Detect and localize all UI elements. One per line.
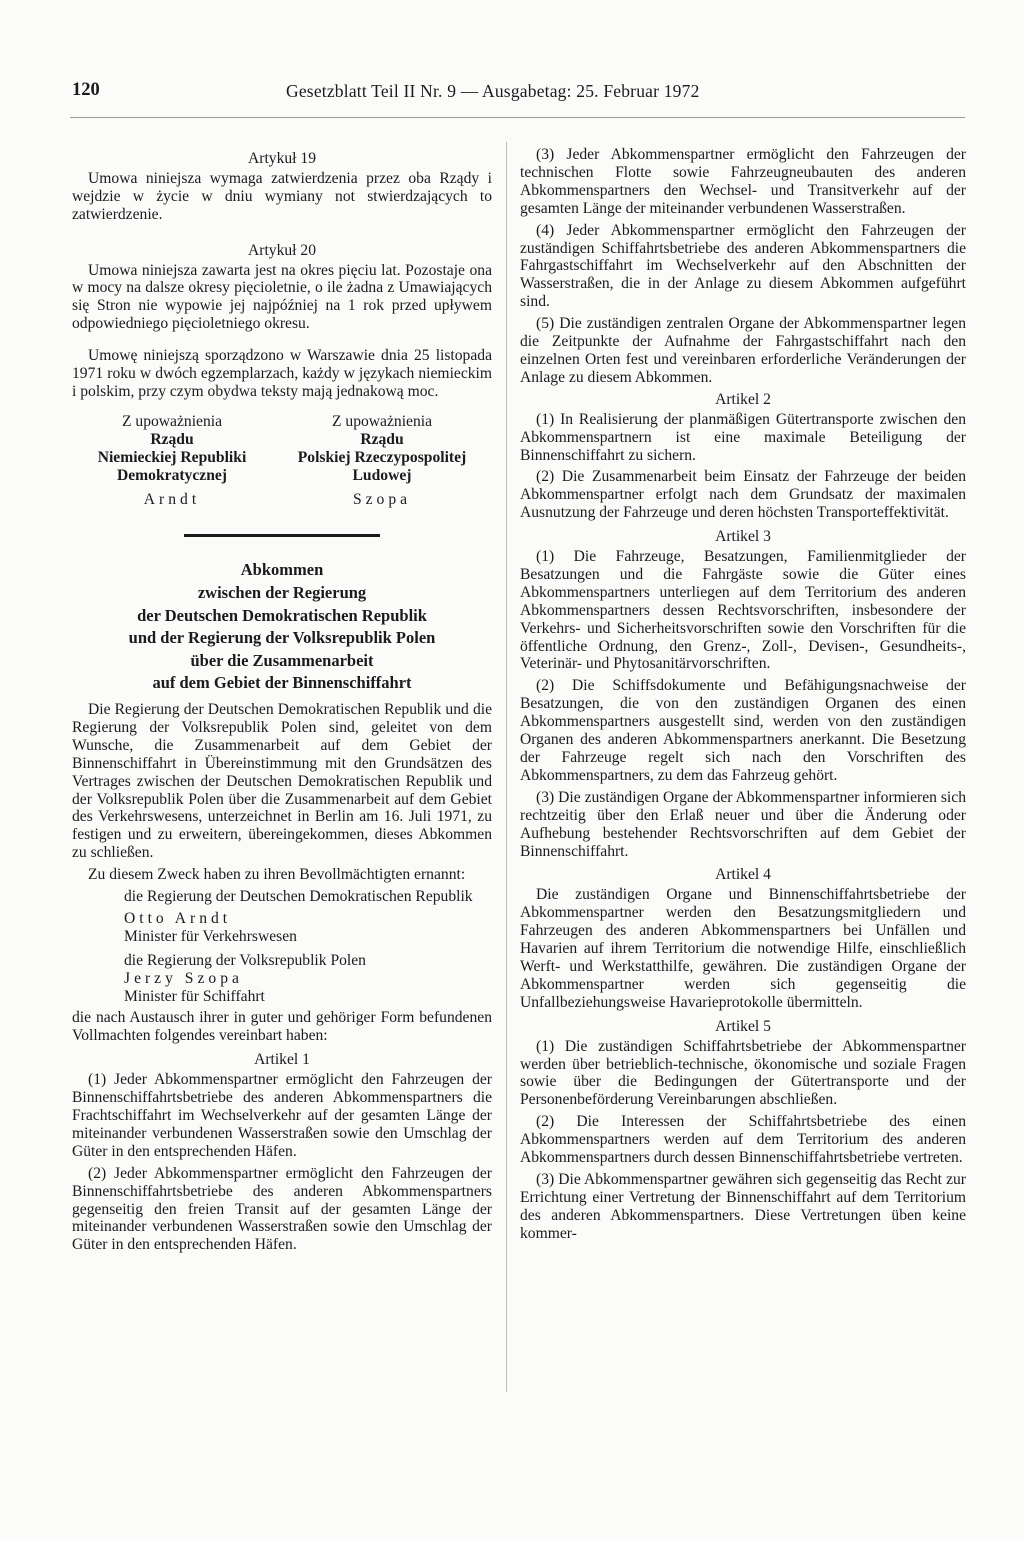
sig-right-line4: Ludowej xyxy=(352,466,412,484)
closing-paragraph: Umowę niniejszą sporządzono w Warszawie dnia 25 listopada 1971 roku w dwóch egzemplarzach, każdy w językach niemieckim i polskim, przy czym obydwa teksty mają jednakową moc. xyxy=(72,347,492,400)
signature-left xyxy=(72,413,272,509)
preamble: Die Regierung der Deutschen Demokratischen Republik und die Regierung der Volksrepublik Polen sind, geleitet von dem Wunsche, die Zusammenarbeit auf dem Gebiet der Binnenschiffahrt in Übereinstimmung mit den Grundsätzen des Vertrages zwischen der Deutschen Demokratischen Republik und der Volksrepublik Polen über die Zusammenarbeit auf dem Gebiet des Verkehrswesens, unterzeichnet in Berlin am 16. Juli 1971, zu festigen und zu erweitern, übereingekommen, dieses Abkommen zu schließen. xyxy=(72,700,492,862)
agreement-title xyxy=(72,559,492,695)
plenipotentiaries-intro: Zu diesem Zweck haben zu ihren Bevollmächtigten ernannt: xyxy=(88,866,466,884)
sig-left-line1: Z upoważnienia xyxy=(121,412,223,430)
article-1-paragraph-4: (4) Jeder Abkommenspartner ermöglicht den Fahrzeugen der zuständigen Schiffahrtsbetriebe des anderen Abkommenspartners die Fahrgastschiffahrt im Wechselverkehr auf den Abschnitten der Wasserstraßen, die in der Anlage zu diesem Abkommen aufgeführt sind. xyxy=(520,221,966,311)
article-5-paragraph-1: (1) Die zuständigen Schiffahrtsbetriebe der Abkommenspartner werden über betrieblich-technische, ökonomische und soziale Fragen sowie über die Bedingungen der Gütertransporte und der Personenbeförderung Vereinbarungen abschließen. xyxy=(520,1037,966,1109)
sig-left-line4: Demokratycznej xyxy=(117,466,227,484)
plenipotentiaries-list xyxy=(124,888,492,1005)
article-4-paragraph-1: Die zuständigen Organe und Binnenschiffahrtsbetriebe der Abkommenspartner werden den Besatzungsmitgliedern und Fahrzeugen des anderen Abkommenspartners bei Unfällen und Havarien auf ihrem Territorium die notwendige Hilfe, einschließlich Werft- und Werkstatthilfe, gewähren. Die zuständigen Organe der Abkommenspartner werden sich gegenseitig die Unfallbeziehungsweise Havarieprotokolle übermitteln. xyxy=(520,886,966,1011)
title-line: der Deutschen Demokratischen Republik xyxy=(137,605,427,625)
signature-right xyxy=(272,413,492,509)
sig-left-line3: Niemieckiej Republiki xyxy=(97,448,247,466)
page-header xyxy=(72,82,965,112)
plenipo-gov-gdr: die Regierung der Deutschen Demokratischen Republik xyxy=(124,888,473,906)
article-20-heading: Artykuł 20 xyxy=(247,241,316,259)
plenipo-name-arndt: Otto Arndt xyxy=(124,909,232,927)
signature-block xyxy=(72,413,492,509)
title-line: zwischen der Regierung xyxy=(197,583,367,602)
article-1-paragraph-1: (1) Jeder Abkommenspartner ermöglicht den Fahrzeugen der Binnenschiffahrtsbetriebe des anderen Abkommenspartners die Frachtschiffahrt im Wechselverkehr auf der gesamten Länge der miteinander verbundenen Wasserstraßen sowie den Umschlag der Güter in den entsprechenden Häfen. xyxy=(72,1071,492,1160)
left-column xyxy=(72,146,492,1254)
article-4-heading: Artikel 4 xyxy=(715,866,771,884)
article-3-paragraph-1: (1) Die Fahrzeuge, Besatzungen, Familienmitglieder der Besatzungen und die Fahrgäste sowie die Güter eines Abkommenspartners unterliegen auf dem Territorium des anderen Abkommenspartners dessen Rechtsvorschriften, insbesondere der Verkehrs- und Sicherheitsvorschriften sowie den Vorschriften für die öffentliche Ordnung, den Grenz-, Zoll-, Devisen-, Gesundheits-, Veterinär- und Phytosanitärvorschriften. xyxy=(520,548,966,673)
article-2-paragraph-2: (2) Die Zusammenarbeit beim Einsatz der Fahrzeuge der beiden Abkommenspartner erfolgt nach dem Grundsatz der maximalen Ausnutzung der Fahrzeuge und deren höchsten Transporteffektivität. xyxy=(520,468,966,522)
sig-left-line2: Rządu xyxy=(150,430,194,448)
page-number: 120 xyxy=(72,80,100,100)
plenipo-title-arndt: Minister für Verkehrswesen xyxy=(124,927,297,945)
plenipo-title-szopa: Minister für Schiffahrt xyxy=(124,987,265,1005)
article-3-paragraph-3: (3) Die zuständigen Organe der Abkommenspartner informieren sich rechtzeitig über den Erlaß neuer und über die Änderung oder Aufhebung bestehender Rechtsvorschriften auf dem Gebiet der Binnenschiffahrt. xyxy=(520,788,966,860)
after-plenipotentiaries: die nach Austausch ihrer in guter und gehöriger Form befundenen Vollmachten folgendes vereinbart haben: xyxy=(72,1009,492,1045)
running-head: Gesetzblatt Teil II Nr. 9 — Ausgabetag: 25. Februar 1972 xyxy=(286,81,700,101)
header-rule xyxy=(70,117,965,118)
column-divider xyxy=(506,142,507,1392)
article-5-heading: Artikel 5 xyxy=(715,1017,771,1035)
plenipo-gov-poland: die Regierung der Volksrepublik Polen xyxy=(124,951,366,969)
right-column xyxy=(520,146,966,1243)
article-3-heading: Artikel 3 xyxy=(715,528,771,546)
article-3-paragraph-2: (2) Die Schiffsdokumente und Befähigungsnachweise der Besatzungen, die von den zuständigen Organen des einen Abkommenspartners ausgestellt sind, werden von den zuständigen Organen des anderen Abkommenspartners anerkannt. Die Besetzung der Fahrzeuge regelt sich nach den Vorschriften des Abkommenspartners, zu dem das Fahrzeug gehört. xyxy=(520,677,966,784)
sig-right-line2: Rządu xyxy=(360,430,404,448)
plenipo-name-szopa: Jerzy Szopa xyxy=(124,969,243,987)
article-20-text: Umowa niniejsza zawarta jest na okres pięciu lat. Pozostaje ona w mocy na dalsze okresy pięcioletnie, o ile żadna z Umawiających się Stron nie wypowie jej najpóźniej na 1 rok przed upływem odpowiedniego pięcioletniego okresu. xyxy=(72,261,492,333)
article-1-paragraph-2: (2) Jeder Abkommenspartner ermöglicht den Fahrzeugen der Binnenschiffahrtsbetriebe des anderen Abkommenspartners gegenseitig den freien Transit auf der gesamten Länge der miteinander verbundenen Wasserstraßen sowie den Umschlag der Güter in den entsprechenden Häfen. xyxy=(72,1164,492,1254)
title-line: Abkommen xyxy=(240,560,324,580)
title-line: und der Regierung der Volksrepublik Polen xyxy=(128,628,436,648)
article-1-paragraph-5: (5) Die zuständigen zentralen Organe der Abkommenspartner legen die Zeitpunkte der Aufnahme der Fahrgastschiffahrt nach den einzelnen Orten fest und vereinbaren erforderliche Veränderungen der Anlage zu diesem Abkommen. xyxy=(520,315,966,386)
title-line: auf dem Gebiet der Binnenschiffahrt xyxy=(152,673,412,693)
sig-right-line3: Polskiej Rzeczypospolitej xyxy=(297,448,467,466)
article-2-heading: Artikel 2 xyxy=(715,390,771,408)
article-19-heading: Artykuł 19 xyxy=(247,150,316,167)
sig-right-line1: Z upoważnienia xyxy=(331,412,433,430)
article-19-text: Umowa niniejsza wymaga zatwierdzenia przez oba Rządy i wejdzie w życie w dniu wymiany not stwierdzających to zatwierdzenie. xyxy=(72,169,492,223)
article-1-heading: Artikel 1 xyxy=(254,1051,310,1069)
article-5-paragraph-3: (3) Die Abkommenspartner gewähren sich gegenseitig das Recht zur Errichtung einer Vertretung der Binnenschiffahrt auf dem Territorium des anderen Abkommenspartners. Diese Vertretungen üben keine kommer- xyxy=(520,1170,966,1242)
sig-left-name: Arndt xyxy=(143,490,201,508)
sig-right-name: Szopa xyxy=(352,490,412,508)
article-5-paragraph-2: (2) Die Interessen der Schiffahrtsbetriebe des einen Abkommenspartners werden auf dem Territorium des anderen Abkommenspartners durch dessen Binnenschiffahrtsbetriebe vertreten. xyxy=(520,1113,966,1167)
title-line: über die Zusammenarbeit xyxy=(190,650,374,670)
article-2-paragraph-1: (1) In Realisierung der planmäßigen Gütertransporte zwischen den Abkommenspartnern ist eine maximale Beteiligung der Binnenschiffahrt zu sichern. xyxy=(520,410,966,464)
section-rule xyxy=(184,534,380,537)
article-1-paragraph-3: (3) Jeder Abkommenspartner ermöglicht den Fahrzeugen der technischen Flotte sowie Fahrzeugneubauten des anderen Abkommenspartners den Wechsel- und Transitverkehr auf der gesamten Länge der miteinander verbundenen Wasserstraßen. xyxy=(520,146,966,217)
